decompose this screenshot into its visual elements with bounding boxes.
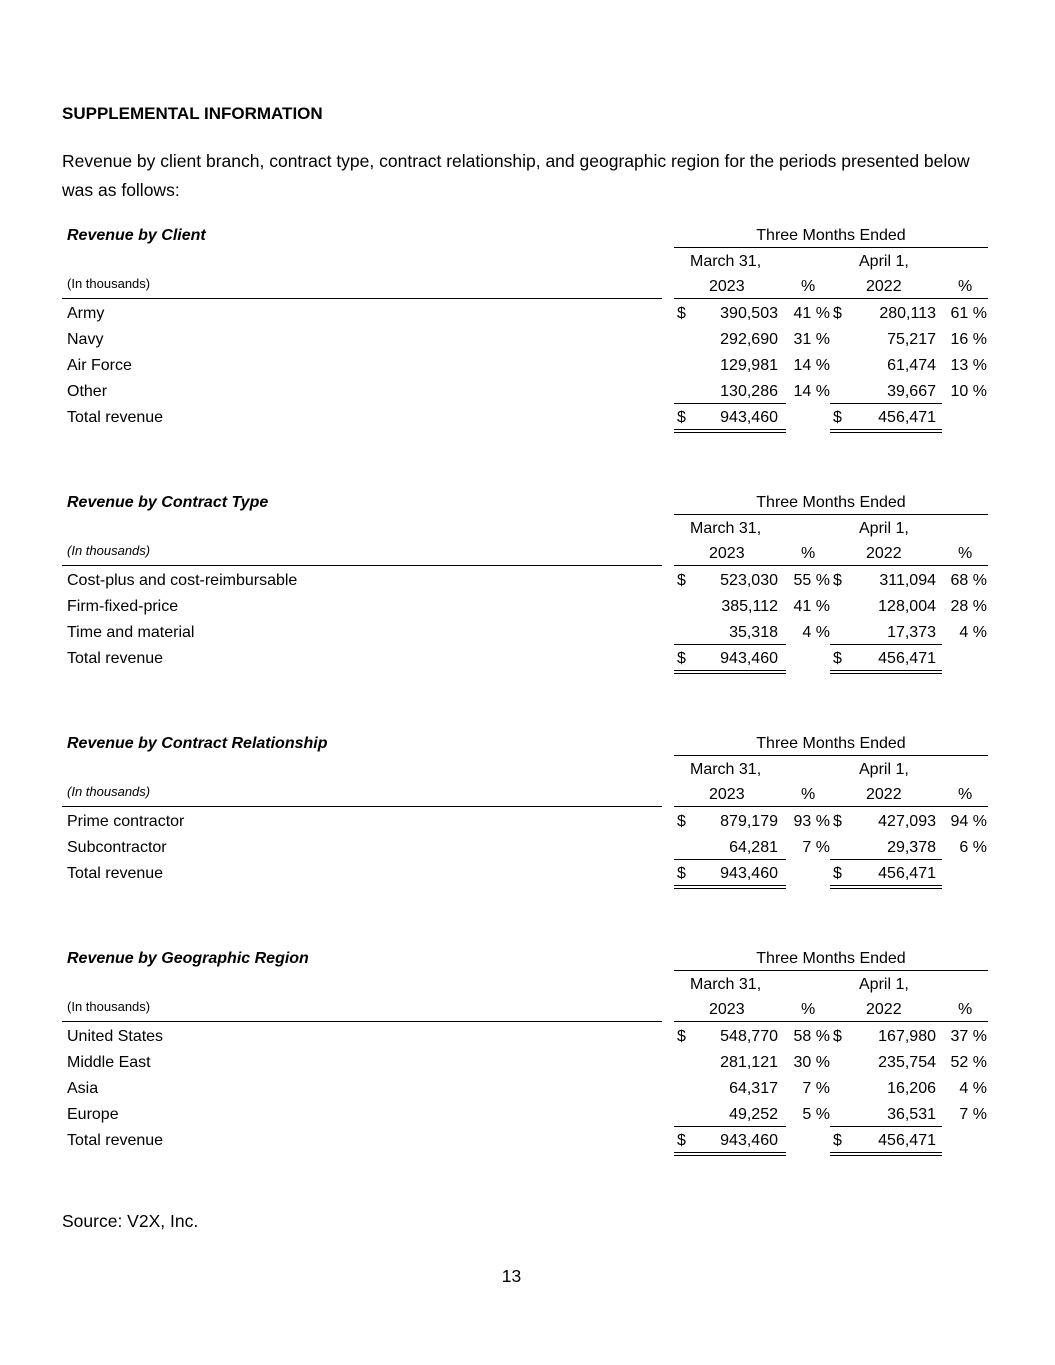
col1-percent: 41 % [793, 305, 830, 322]
col1-value: 64,281 [729, 839, 778, 856]
subtotal-rule-col1 [674, 1126, 786, 1127]
units-label: (In thousands) [67, 999, 151, 1014]
total-row [62, 1128, 992, 1154]
col1-value: 943,460 [720, 409, 778, 426]
col2-value: 235,754 [878, 1054, 936, 1071]
col2-date-header: April 1, [859, 761, 909, 778]
table-row [62, 835, 992, 861]
col2-pct-header: % [958, 786, 973, 803]
header-rule-values [674, 806, 988, 807]
table-row [62, 568, 992, 594]
col1-value: 281,121 [720, 1054, 778, 1071]
row-label: Total revenue [67, 1132, 164, 1149]
total-row [62, 861, 992, 887]
col1-currency: $ [677, 813, 686, 830]
period-header: Three Months Ended [674, 494, 988, 515]
col1-percent: 7 % [802, 1080, 830, 1097]
total-row [62, 646, 992, 672]
col1-value: 943,460 [720, 865, 778, 882]
table-title: Revenue by Contract Type [67, 494, 269, 511]
col1-date-header: March 31, [690, 976, 762, 993]
row-label: Total revenue [67, 650, 164, 667]
col2-value: 311,094 [879, 572, 936, 589]
header-rule [62, 565, 662, 566]
table-row [62, 1050, 992, 1076]
col2-percent: 13 % [950, 357, 987, 374]
row-label: Other [67, 383, 108, 400]
source-note: Source: V2X, Inc. [62, 1211, 199, 1231]
table-revenue-by-contract-relationship [62, 735, 992, 935]
col1-percent: 5 % [802, 1106, 830, 1123]
period-header: Three Months Ended [674, 227, 988, 248]
col2-value: 167,980 [878, 1028, 936, 1045]
header-rule-values [674, 565, 988, 566]
col2-pct-header: % [958, 1001, 973, 1018]
col1-value: 879,179 [720, 813, 778, 830]
col1-percent: 30 % [793, 1054, 830, 1071]
col1-percent: 4 % [802, 624, 830, 641]
table-revenue-by-contract-type [62, 494, 992, 694]
row-label: Total revenue [67, 409, 164, 426]
table-row [62, 379, 992, 405]
row-label: Europe [67, 1106, 119, 1123]
col2-percent: 4 % [959, 624, 987, 641]
col1-value: 385,112 [721, 598, 778, 615]
col2-currency: $ [833, 865, 842, 882]
col1-date-header: March 31, [690, 520, 762, 537]
col1-value: 130,286 [720, 383, 778, 400]
col1-pct-header: % [801, 1001, 816, 1018]
table-row [62, 301, 992, 327]
table-row [62, 353, 992, 379]
total-double-rule-col2 [830, 429, 942, 433]
col2-currency: $ [833, 650, 842, 667]
subtotal-rule-col2 [830, 859, 942, 860]
table-row [62, 1024, 992, 1050]
period-header: Three Months Ended [674, 735, 988, 756]
table-row [62, 327, 992, 353]
col1-pct-header: % [801, 545, 816, 562]
col1-year-header: 2023 [709, 278, 745, 295]
col2-percent: 16 % [950, 331, 987, 348]
col1-percent: 41 % [793, 598, 830, 615]
table-title: Revenue by Geographic Region [67, 950, 309, 967]
total-double-rule-col1 [674, 429, 786, 433]
row-label: Total revenue [67, 865, 164, 882]
table-title: Revenue by Client [67, 227, 206, 244]
col1-value: 35,318 [729, 624, 778, 641]
section-heading: SUPPLEMENTAL INFORMATION [62, 104, 323, 123]
col1-pct-header: % [801, 278, 816, 295]
row-label: Cost-plus and cost-reimbursable [67, 572, 298, 589]
header-rule-values [674, 1021, 988, 1022]
col2-percent: 28 % [950, 598, 987, 615]
row-label: Subcontractor [67, 839, 167, 856]
col2-currency: $ [833, 813, 842, 830]
col2-value: 456,471 [878, 865, 936, 882]
header-rule [62, 298, 662, 299]
col2-year-header: 2022 [866, 545, 902, 562]
col2-year-header: 2022 [866, 786, 902, 803]
col2-pct-header: % [958, 545, 973, 562]
col1-percent: 55 % [793, 572, 830, 589]
col2-value: 39,667 [887, 383, 936, 400]
col2-currency: $ [833, 1028, 842, 1045]
table-row [62, 1076, 992, 1102]
col1-percent: 93 % [793, 813, 830, 830]
col1-currency: $ [677, 305, 686, 322]
col1-currency: $ [677, 1028, 686, 1045]
col1-value: 943,460 [720, 1132, 778, 1149]
period-header: Three Months Ended [674, 950, 988, 971]
table-row [62, 620, 992, 646]
col2-value: 17,373 [887, 624, 936, 641]
table-revenue-by-client [62, 227, 992, 427]
table-row [62, 809, 992, 835]
col2-currency: $ [833, 305, 842, 322]
subtotal-rule-col2 [830, 403, 942, 404]
total-double-rule-col1 [674, 670, 786, 674]
col2-currency: $ [833, 409, 842, 426]
col1-percent: 14 % [793, 357, 830, 374]
total-double-rule-col2 [830, 670, 942, 674]
col1-value: 292,690 [720, 331, 778, 348]
col1-value: 129,981 [720, 357, 778, 374]
col1-currency: $ [677, 865, 686, 882]
col1-value: 548,770 [720, 1028, 778, 1045]
col1-year-header: 2023 [709, 786, 745, 803]
col2-date-header: April 1, [859, 976, 909, 993]
total-double-rule-col2 [830, 885, 942, 889]
row-label: Middle East [67, 1054, 151, 1071]
col2-value: 128,004 [878, 598, 936, 615]
col1-percent: 31 % [793, 331, 830, 348]
col2-percent: 6 % [959, 839, 987, 856]
units-label: (In thousands) [67, 784, 151, 799]
row-label: Time and material [67, 624, 195, 641]
col1-value: 523,030 [720, 572, 778, 589]
col2-date-header: April 1, [859, 520, 909, 537]
subtotal-rule-col1 [674, 644, 786, 645]
table-row [62, 594, 992, 620]
col2-value: 29,378 [887, 839, 936, 856]
header-rule-values [674, 298, 988, 299]
units-label: (In thousands) [67, 543, 151, 558]
subtotal-rule-col2 [830, 1126, 942, 1127]
col2-value: 16,206 [887, 1080, 936, 1097]
col1-date-header: March 31, [690, 761, 762, 778]
table-title: Revenue by Contract Relationship [67, 735, 328, 752]
col1-currency: $ [677, 409, 686, 426]
intro-paragraph: Revenue by client branch, contract type, contract relationship, and geographic region for the periods presented below was as follows: [62, 151, 970, 200]
col1-value: 49,252 [729, 1106, 778, 1123]
col2-value: 427,093 [878, 813, 936, 830]
col1-value: 390,503 [720, 305, 778, 322]
col1-year-header: 2023 [709, 545, 745, 562]
total-double-rule-col2 [830, 1152, 942, 1156]
col2-value: 456,471 [878, 1132, 936, 1149]
row-label: Army [67, 305, 105, 322]
subtotal-rule-col1 [674, 859, 786, 860]
total-double-rule-col1 [674, 885, 786, 889]
col1-pct-header: % [801, 786, 816, 803]
col2-percent: 68 % [950, 572, 987, 589]
col2-percent: 7 % [959, 1106, 987, 1123]
col1-percent: 7 % [802, 839, 830, 856]
row-label: Navy [67, 331, 104, 348]
col1-currency: $ [677, 572, 686, 589]
row-label: Firm-fixed-price [67, 598, 179, 615]
total-double-rule-col1 [674, 1152, 786, 1156]
col2-percent: 4 % [959, 1080, 987, 1097]
col2-value: 36,531 [887, 1106, 936, 1123]
row-label: Prime contractor [67, 813, 185, 830]
row-label: Asia [67, 1080, 99, 1097]
col2-value: 456,471 [878, 650, 936, 667]
header-rule [62, 806, 662, 807]
row-label: Air Force [67, 357, 132, 374]
col2-percent: 10 % [950, 383, 987, 400]
total-row [62, 405, 992, 431]
subtotal-rule-col1 [674, 403, 786, 404]
col2-percent: 37 % [950, 1028, 987, 1045]
page-number: 13 [501, 1266, 522, 1286]
header-rule [62, 1021, 662, 1022]
row-label: United States [67, 1028, 164, 1045]
col1-date-header: March 31, [690, 253, 762, 270]
col2-percent: 52 % [950, 1054, 987, 1071]
col2-percent: 61 % [950, 305, 987, 322]
col2-year-header: 2022 [866, 1001, 902, 1018]
subtotal-rule-col2 [830, 644, 942, 645]
units-label: (In thousands) [67, 276, 151, 291]
col1-currency: $ [677, 1132, 686, 1149]
table-row [62, 1102, 992, 1128]
table-revenue-by-geographic-region [62, 950, 992, 1150]
col1-value: 64,317 [729, 1080, 778, 1097]
col1-year-header: 2023 [709, 1001, 745, 1018]
col2-value: 280,113 [879, 305, 936, 322]
col2-currency: $ [833, 1132, 842, 1149]
col1-percent: 58 % [793, 1028, 830, 1045]
col1-currency: $ [677, 650, 686, 667]
col1-percent: 14 % [793, 383, 830, 400]
col2-value: 456,471 [878, 409, 936, 426]
col1-value: 943,460 [720, 650, 778, 667]
col2-value: 75,217 [887, 331, 936, 348]
col2-percent: 94 % [950, 813, 987, 830]
col2-currency: $ [833, 572, 842, 589]
col2-date-header: April 1, [859, 253, 909, 270]
col2-year-header: 2022 [866, 278, 902, 295]
col2-pct-header: % [958, 278, 973, 295]
col2-value: 61,474 [887, 357, 936, 374]
